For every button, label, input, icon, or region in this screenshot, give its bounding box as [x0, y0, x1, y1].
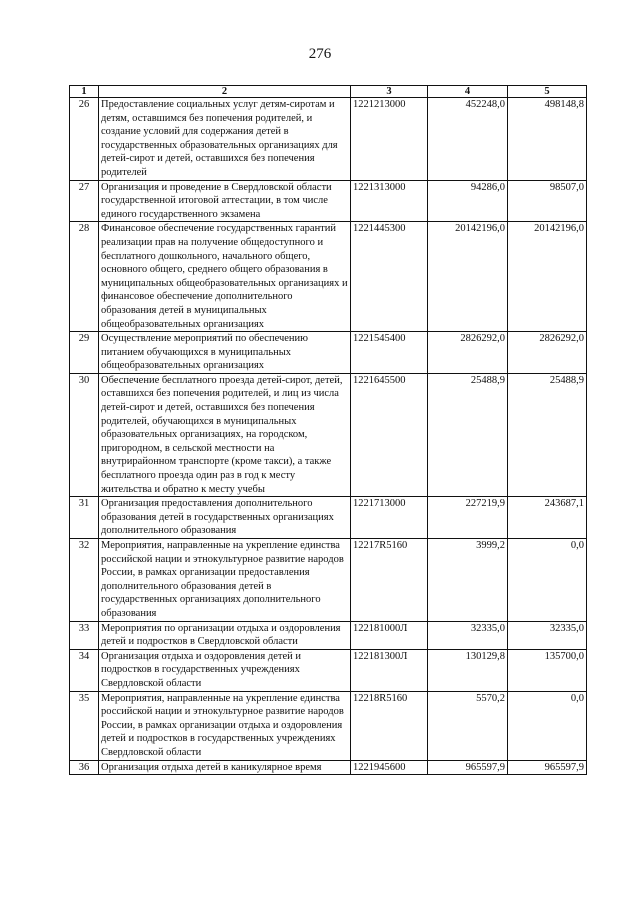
row-value-col4: 965597,9	[428, 760, 508, 775]
row-name: Мероприятия, направленные на укрепление единства российской нации и этнокультурное развитие народов России, в рамках организации предоставления дополнительного образования детей в государственных организациях дополнительного образования	[99, 539, 351, 622]
row-value-col4: 2826292,0	[428, 332, 508, 374]
row-code: 1221213000	[351, 98, 428, 181]
row-code: 1221945600	[351, 760, 428, 775]
row-name: Обеспечение бесплатного проезда детей-сирот, детей, оставшихся без попечения родителей, и лиц из числа детей-сирот и детей, оставшихся без попечения родителей, обучающихся в муниципальных образовательных организациях, на городском, пригородном, в сельской местности на внутрирайонном транспорте (кроме такси), а также бесплатного проезда один раз в год к месту жительства и обратно к месту учебы	[99, 373, 351, 496]
row-number: 36	[70, 760, 99, 775]
row-name: Осуществление мероприятий по обеспечению питанием обучающихся в муниципальных общеобразовательных организациях	[99, 332, 351, 374]
row-number: 27	[70, 180, 99, 222]
header-col-5: 5	[508, 86, 587, 98]
row-code: 122181000Л	[351, 621, 428, 649]
row-name: Предоставление социальных услуг детям-сиротам и детям, оставшимся без попечения родителей, и создание условий для содержания детей в государственных образовательных организациях для детей-сирот и детей, оставшихся без попечения родителей	[99, 98, 351, 181]
row-value-col5: 0,0	[508, 539, 587, 622]
table-row	[70, 621, 587, 649]
row-value-col5: 25488,9	[508, 373, 587, 496]
row-value-col4: 130129,8	[428, 649, 508, 691]
row-value-col4: 94286,0	[428, 180, 508, 222]
row-value-col4: 452248,0	[428, 98, 508, 181]
table-header-row	[70, 86, 587, 98]
row-number: 31	[70, 497, 99, 539]
row-value-col5: 20142196,0	[508, 222, 587, 332]
row-value-col5: 243687,1	[508, 497, 587, 539]
row-name: Организация и проведение в Свердловской области государственной итоговой аттестации, в том числе единого государственного экзамена	[99, 180, 351, 222]
header-col-3: 3	[351, 86, 428, 98]
row-code: 1221645500	[351, 373, 428, 496]
row-number: 33	[70, 621, 99, 649]
table-row	[70, 760, 587, 775]
row-code: 12217R5160	[351, 539, 428, 622]
row-value-col5: 98507,0	[508, 180, 587, 222]
table-row	[70, 180, 587, 222]
row-value-col5: 498148,8	[508, 98, 587, 181]
row-value-col4: 227219,9	[428, 497, 508, 539]
table-row	[70, 98, 587, 181]
table-row	[70, 691, 587, 760]
row-name: Мероприятия, направленные на укрепление единства российской нации и этнокультурное развитие народов России, в рамках организации отдыха и оздоровления детей и подростков в государственных учреждениях Свердловской области	[99, 691, 351, 760]
row-number: 30	[70, 373, 99, 496]
row-number: 26	[70, 98, 99, 181]
row-code: 1221713000	[351, 497, 428, 539]
row-code: 122181300Л	[351, 649, 428, 691]
row-name: Организация отдыха и оздоровления детей и подростков в государственных учреждениях Свердловской области	[99, 649, 351, 691]
row-number: 32	[70, 539, 99, 622]
row-number: 28	[70, 222, 99, 332]
row-value-col4: 25488,9	[428, 373, 508, 496]
header-col-2: 2	[99, 86, 351, 98]
table-row	[70, 539, 587, 622]
row-name: Организация предоставления дополнительного образования детей в государственных организациях дополнительного образования	[99, 497, 351, 539]
budget-table	[69, 85, 587, 775]
header-col-1: 1	[70, 86, 99, 98]
row-value-col5: 0,0	[508, 691, 587, 760]
row-value-col5: 965597,9	[508, 760, 587, 775]
row-name: Мероприятия по организации отдыха и оздоровления детей и подростков в Свердловской области	[99, 621, 351, 649]
row-name: Финансовое обеспечение государственных гарантий реализации прав на получение общедоступного и бесплатного дошкольного, начального общего, основного общего, среднего общего образования в муниципальных общеобразовательных организациях и финансовое обеспечение дополнительного образования детей в муниципальных общеобразовательных организациях	[99, 222, 351, 332]
table-row	[70, 649, 587, 691]
page-number: 276	[308, 46, 332, 62]
table-row	[70, 332, 587, 374]
row-number: 34	[70, 649, 99, 691]
row-number: 29	[70, 332, 99, 374]
row-code: 1221445300	[351, 222, 428, 332]
row-value-col4: 20142196,0	[428, 222, 508, 332]
row-value-col5: 135700,0	[508, 649, 587, 691]
table-row	[70, 222, 587, 332]
row-name: Организация отдыха детей в каникулярное время	[99, 760, 351, 775]
row-code: 12218R5160	[351, 691, 428, 760]
row-value-col4: 5570,2	[428, 691, 508, 760]
table-row	[70, 497, 587, 539]
row-value-col5: 32335,0	[508, 621, 587, 649]
row-value-col4: 32335,0	[428, 621, 508, 649]
row-code: 1221313000	[351, 180, 428, 222]
row-value-col4: 3999,2	[428, 539, 508, 622]
row-value-col5: 2826292,0	[508, 332, 587, 374]
table-row	[70, 373, 587, 496]
row-number: 35	[70, 691, 99, 760]
row-code: 1221545400	[351, 332, 428, 374]
header-col-4: 4	[428, 86, 508, 98]
